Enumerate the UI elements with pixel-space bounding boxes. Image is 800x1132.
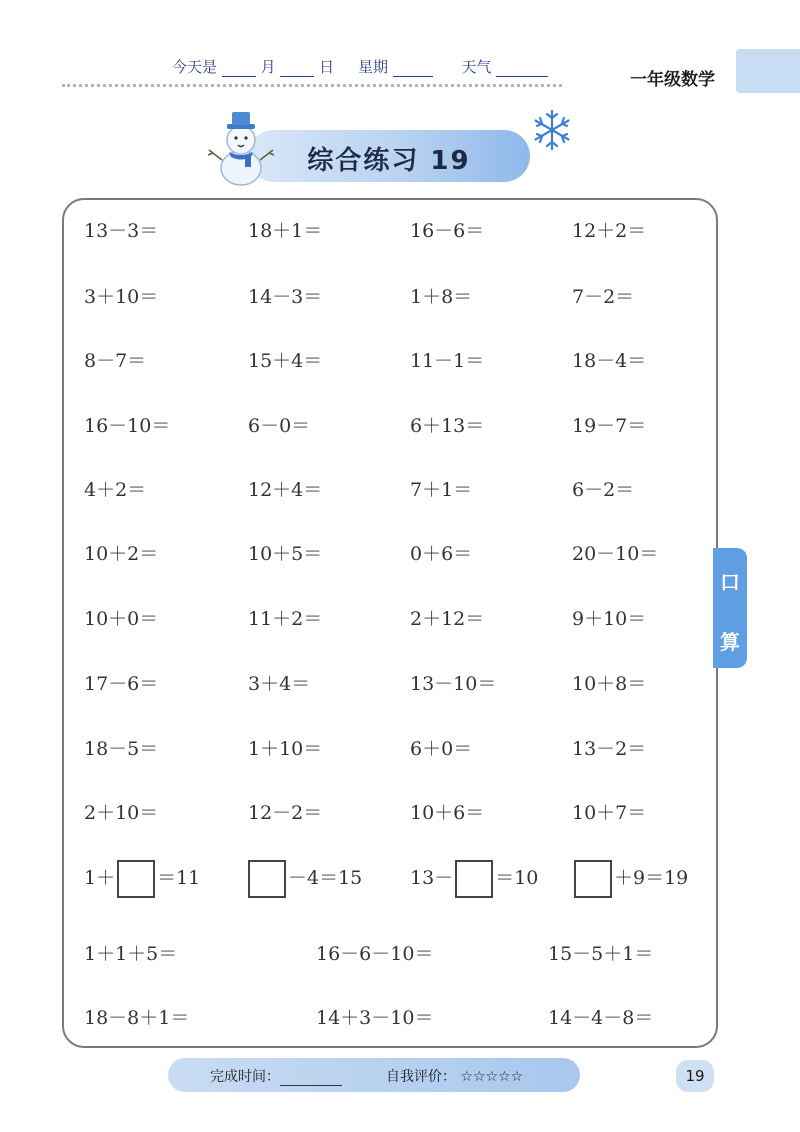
three-term-problem: 1＋1＋5＝ <box>84 943 178 965</box>
problem: 10＋7＝ <box>572 802 647 824</box>
problem: 1＋10＝ <box>248 738 323 760</box>
fill-in-before: 1＋ <box>84 867 116 889</box>
title-banner <box>248 130 530 188</box>
problem: 2＋10＝ <box>84 802 159 824</box>
problem: 4＋2＝ <box>84 479 147 501</box>
side-tab-char: 口 <box>720 570 740 594</box>
problem: 10＋6＝ <box>410 802 485 824</box>
problem: 6－2＝ <box>572 479 635 501</box>
problem: 10＋5＝ <box>248 543 323 565</box>
answer-box[interactable] <box>117 860 155 898</box>
problem: 6－0＝ <box>248 415 311 437</box>
day-blank[interactable] <box>280 60 314 77</box>
answer-box[interactable] <box>455 860 493 898</box>
problem: 18＋1＝ <box>248 220 323 242</box>
side-tab-char: 算 <box>720 630 740 654</box>
problem: 7－2＝ <box>572 286 635 308</box>
grade-tab <box>618 57 800 95</box>
header-divider <box>62 84 562 87</box>
problem: 13－3＝ <box>84 220 159 242</box>
problem: 20－10＝ <box>572 543 659 565</box>
problem: 13－2＝ <box>572 738 647 760</box>
problem: 12－2＝ <box>248 802 323 824</box>
fill-in-problem <box>246 860 362 898</box>
self-evaluation <box>386 1066 523 1086</box>
fill-in-after: ＝11 <box>157 867 201 889</box>
problem: 14－3＝ <box>248 286 323 308</box>
fill-in-after: －4＝15 <box>288 867 363 889</box>
problem: 10＋0＝ <box>84 608 159 630</box>
problem: 10＋8＝ <box>572 673 647 695</box>
completion-time <box>210 1066 342 1086</box>
fill-in-before: 13－ <box>410 867 454 889</box>
date-line <box>172 56 548 77</box>
day-label: 日 <box>319 58 335 76</box>
three-term-problem: 16－6－10＝ <box>316 943 434 965</box>
fill-in-problem <box>572 860 688 898</box>
month-label: 月 <box>260 58 276 76</box>
weekday-blank[interactable] <box>393 60 433 77</box>
fill-in-problem <box>84 860 200 898</box>
grade-label: 一年级数学 <box>630 70 715 90</box>
problem: 11＋2＝ <box>248 608 323 630</box>
snowflake-icon <box>530 108 574 152</box>
weather-blank[interactable] <box>496 60 548 77</box>
completion-time-blank[interactable] <box>280 1073 342 1086</box>
grade-tab-block <box>736 49 800 93</box>
page-title: 综合练习 19 <box>307 146 471 176</box>
snowman-icon <box>205 108 277 188</box>
problem: 11－1＝ <box>410 350 485 372</box>
three-term-problem: 14－4－8＝ <box>548 1007 654 1029</box>
problem: 3＋4＝ <box>248 673 311 695</box>
problem: 2＋12＝ <box>410 608 485 630</box>
page-number: 19 <box>676 1060 714 1092</box>
section-side-tab <box>713 548 747 668</box>
problem: 3＋10＝ <box>84 286 159 308</box>
problem: 1＋8＝ <box>410 286 473 308</box>
problem: 8－7＝ <box>84 350 147 372</box>
answer-box[interactable] <box>248 860 286 898</box>
problem: 10＋2＝ <box>84 543 159 565</box>
problem: 16－6＝ <box>410 220 485 242</box>
problem: 16－10＝ <box>84 415 171 437</box>
problem: 0＋6＝ <box>410 543 473 565</box>
weather-label: 天气 <box>461 58 492 76</box>
problem: 9＋10＝ <box>572 608 647 630</box>
problem: 17－6＝ <box>84 673 159 695</box>
month-blank[interactable] <box>222 60 256 77</box>
problem: 12＋2＝ <box>572 220 647 242</box>
problem: 19－7＝ <box>572 415 647 437</box>
problem: 6＋0＝ <box>410 738 473 760</box>
problem: 6＋13＝ <box>410 415 485 437</box>
fill-in-after: ＋9＝19 <box>614 867 689 889</box>
answer-box[interactable] <box>574 860 612 898</box>
self-evaluation-label: 自我评价： <box>386 1069 456 1085</box>
fill-in-after: ＝10 <box>495 867 539 889</box>
problem: 18－5＝ <box>84 738 159 760</box>
problem: 7＋1＝ <box>410 479 473 501</box>
problem: 12＋4＝ <box>248 479 323 501</box>
today-label: 今天是 <box>172 58 218 76</box>
footer-bar <box>168 1058 580 1092</box>
problem: 13－10＝ <box>410 673 497 695</box>
problem: 15＋4＝ <box>248 350 323 372</box>
three-term-problem: 18－8＋1＝ <box>84 1007 190 1029</box>
weekday-label: 星期 <box>358 58 389 76</box>
fill-in-problem <box>410 860 538 898</box>
completion-time-label: 完成时间： <box>210 1069 280 1085</box>
problem: 18－4＝ <box>572 350 647 372</box>
three-term-problem: 14＋3－10＝ <box>316 1007 434 1029</box>
rating-stars[interactable]: ☆☆☆☆☆ <box>460 1069 524 1085</box>
three-term-problem: 15－5＋1＝ <box>548 943 654 965</box>
